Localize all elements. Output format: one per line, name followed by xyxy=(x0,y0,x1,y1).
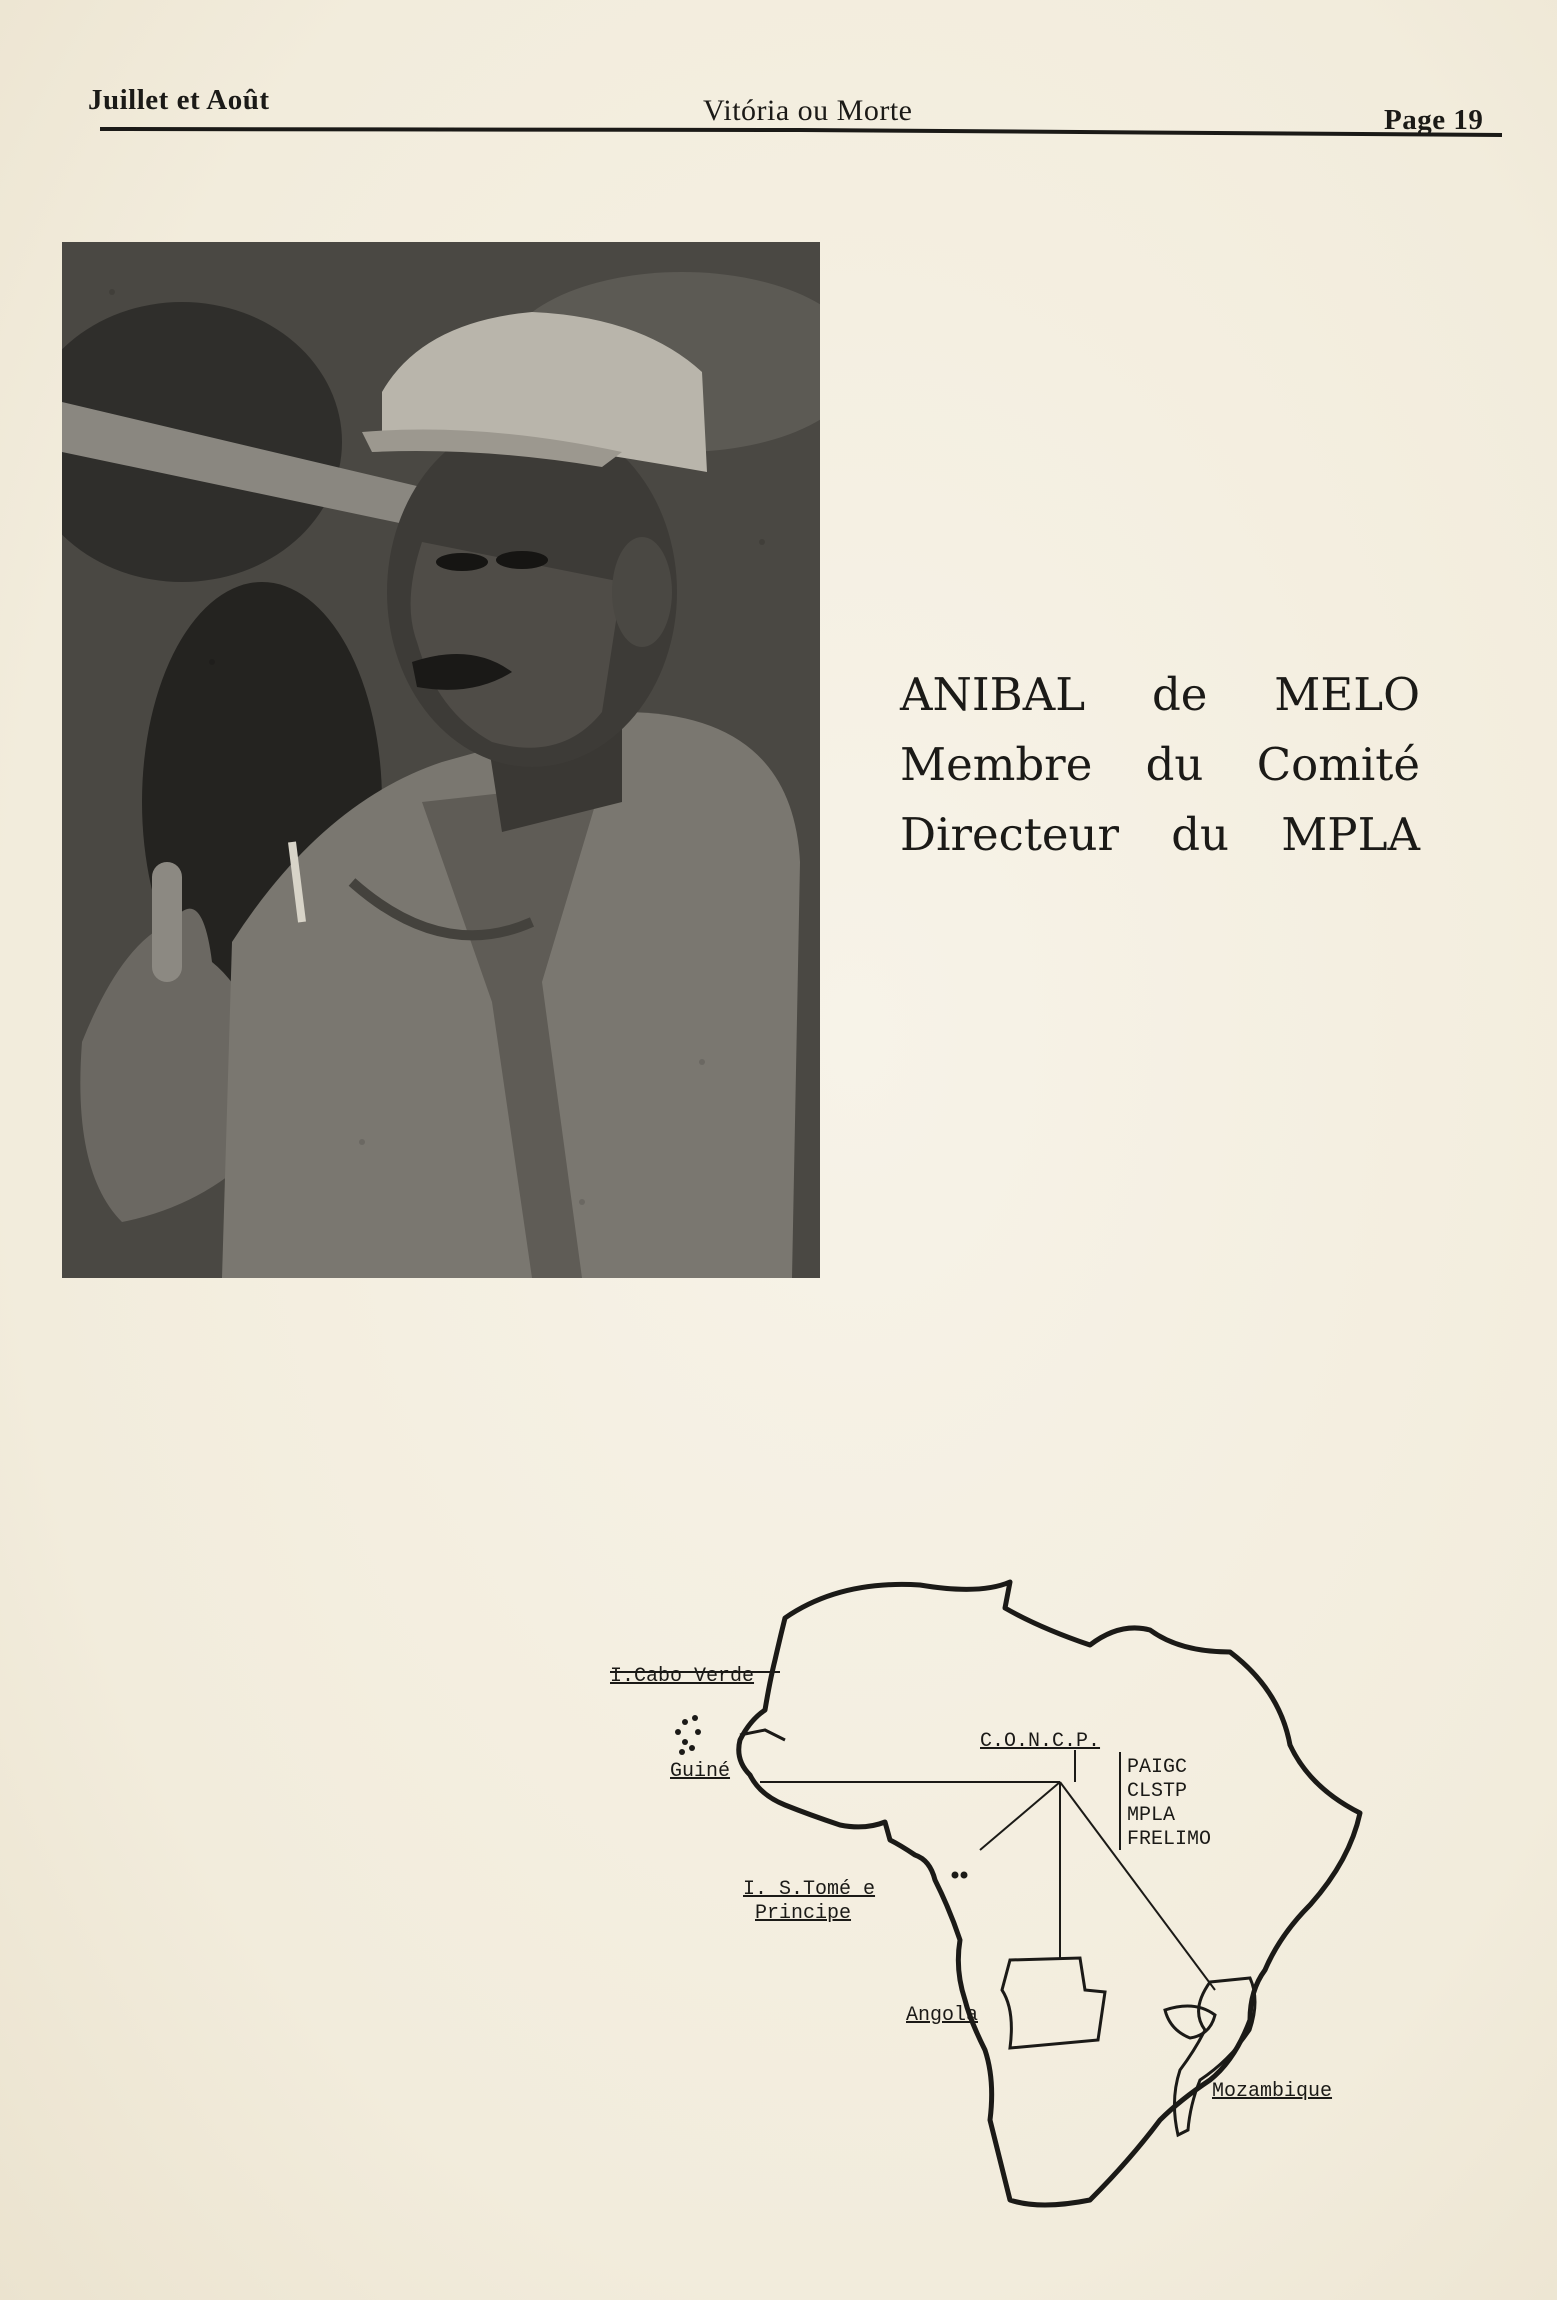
caption-word: du xyxy=(1145,738,1204,791)
caption-line-organization xyxy=(900,800,1420,870)
label-guine: Guiné xyxy=(670,1760,731,1783)
caption-line-role xyxy=(900,730,1420,800)
header-date: Juillet et Août xyxy=(88,84,270,116)
header-publication-title: Vitória ou Morte xyxy=(703,94,913,127)
label-sao-tome-line1: I. S.Tomé e xyxy=(743,1878,876,1901)
concp-member-4: FRELIMO xyxy=(1127,1828,1212,1851)
caption-word: ANIBAL xyxy=(900,668,1086,721)
caption-word: Directeur xyxy=(900,808,1120,861)
caption-line-name xyxy=(900,660,1420,730)
africa-map xyxy=(590,1560,1380,2220)
label-cabo-verde: I.Cabo Verde xyxy=(610,1665,755,1688)
header-page-number: Page 19 xyxy=(1384,104,1484,136)
label-sao-tome-line2: Principe xyxy=(755,1902,852,1925)
africa-outline xyxy=(590,1560,1380,2220)
caption-word: MPLA xyxy=(1281,808,1420,861)
caption-word: du xyxy=(1171,808,1230,861)
portrait-photo xyxy=(62,242,820,1278)
concp-member-3: MPLA xyxy=(1127,1804,1176,1827)
concp-member-1: PAIGC xyxy=(1127,1756,1188,1779)
photo-caption xyxy=(900,660,1420,870)
label-angola: Angola xyxy=(906,2004,979,2027)
caption-word: MELO xyxy=(1274,668,1420,721)
caption-word: de xyxy=(1151,668,1208,721)
caption-word: Comité xyxy=(1256,738,1420,791)
caption-word: Membre xyxy=(900,738,1093,791)
header-rule xyxy=(100,126,1502,136)
label-concp: C.O.N.C.P. xyxy=(980,1730,1101,1753)
label-mozambique: Mozambique xyxy=(1212,2080,1333,2103)
concp-member-2: CLSTP xyxy=(1127,1780,1188,1803)
